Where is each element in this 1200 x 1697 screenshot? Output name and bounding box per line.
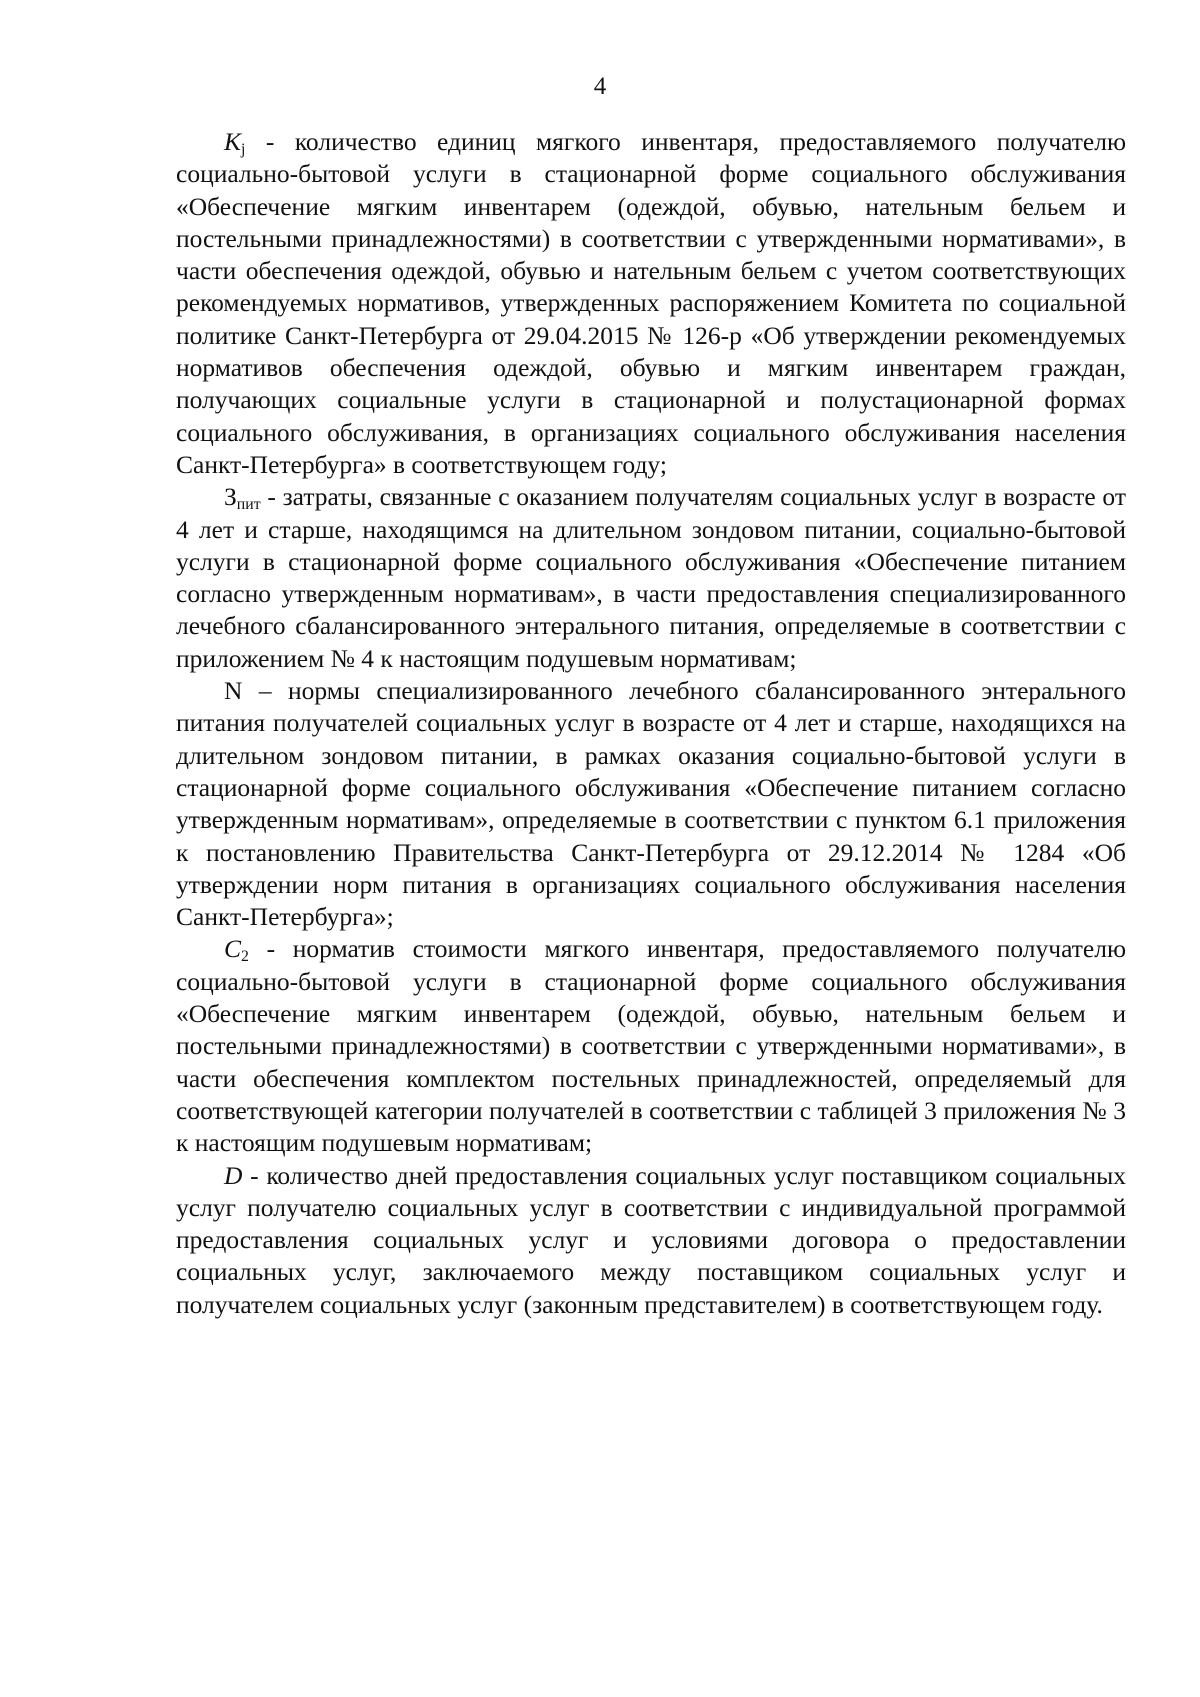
definition-text: - количество единиц мягкого инвентаря, предоставляемого получателю социально-бытовой услуги в стационарной форме социального обслуживания «Обеспечение мягким инвентарем (одеждой, обувью, нательным бельем и постельными принадлежностями) в соответствии с утвержденными нормативами», в части обеспечения одеждой, обувью и нательным бельем с учетом соответствующих рекомендуемых нормативов, утвержденных распоряжением Комитета по социальной политике Санкт-Петербурга от 29.04.2015 № 126-р «Об утверждении рекомендуемых нормативов обеспечения одеждой, обувью и мягким инвентарем граждан, получающих социальные услуги в стационарной и полустационарной формах социального обслуживания, в организациях социального обслуживания населения Санкт-Петербурга» в соответствующем году; [176, 127, 1126, 479]
symbol-subscript: пит [236, 496, 261, 514]
definition-d [176, 1160, 1126, 1321]
symbol: N [224, 676, 243, 706]
definition-text: - количество дней предоставления социальных услуг поставщиком социальных услуг получателю социальных услуг в соответствии с индивидуальной программой предоставления социальных услуг и условиями договора о предоставлении социальных услуг, заключаемого между поставщиком социальных услуг и получателем социальных услуг (законным представителем) в соответствующем году. [176, 1160, 1126, 1319]
symbol: K [224, 127, 242, 156]
definition-kj [176, 126, 1126, 481]
document-body [176, 126, 1126, 1321]
symbol-subscript: 2 [241, 948, 249, 966]
definition-text: - затраты, связанные с оказанием получателям социальных услуг в возрасте от 4 лет и старше, находящимся на длительном зондовом питании, социально-бытовой услуги в стационарной форме социального обслуживания «Обеспечение питанием согласно утвержденным нормативам», в части предоставления специализированного лечебного сбалансированного энтерального питания, определяемые в соответствии с приложением № 4 к настоящим подушевым нормативам; [176, 482, 1126, 673]
definition-text: - норматив стоимости мягкого инвентаря, предоставляемого получателю социально-бытовой услуги в стационарной форме социального обслуживания «Обеспечение мягким инвентарем (одеждой, обувью, нательным бельем и постельными принадлежностями) в соответствии с утвержденными нормативами», в части обеспечения комплектом постельных принадлежностей, определяемый для соответствующей категории получателей в соответствии с таблицей 3 приложения № 3 к настоящим подушевым нормативам; [176, 934, 1126, 1158]
symbol-subscript: j [241, 140, 246, 158]
page-number: 4 [593, 73, 607, 100]
symbol: З [224, 482, 237, 512]
symbol: D [224, 1160, 243, 1190]
definition-c2 [176, 933, 1126, 1159]
definition-n [176, 675, 1126, 933]
symbol: C [224, 934, 242, 964]
definition-text: – нормы специализированного лечебного сбалансированного энтерального питания получателей социальных услуг в возрасте от 4 лет и старше, находящихся на длительном зондовом питании, в рамках оказания социально-бытовой услуги в стационарной форме социального обслуживания «Обеспечение питанием согласно утвержденным нормативам», определяемые в соответствии с пунктом 6.1 приложения к постановлению Правительства Санкт-Петербурга от 29.12.2014 № 1284 «Об утверждении норм питания в организациях социального обслуживания населения Санкт-Петербурга»; [176, 676, 1126, 932]
definition-zpit [176, 481, 1126, 675]
